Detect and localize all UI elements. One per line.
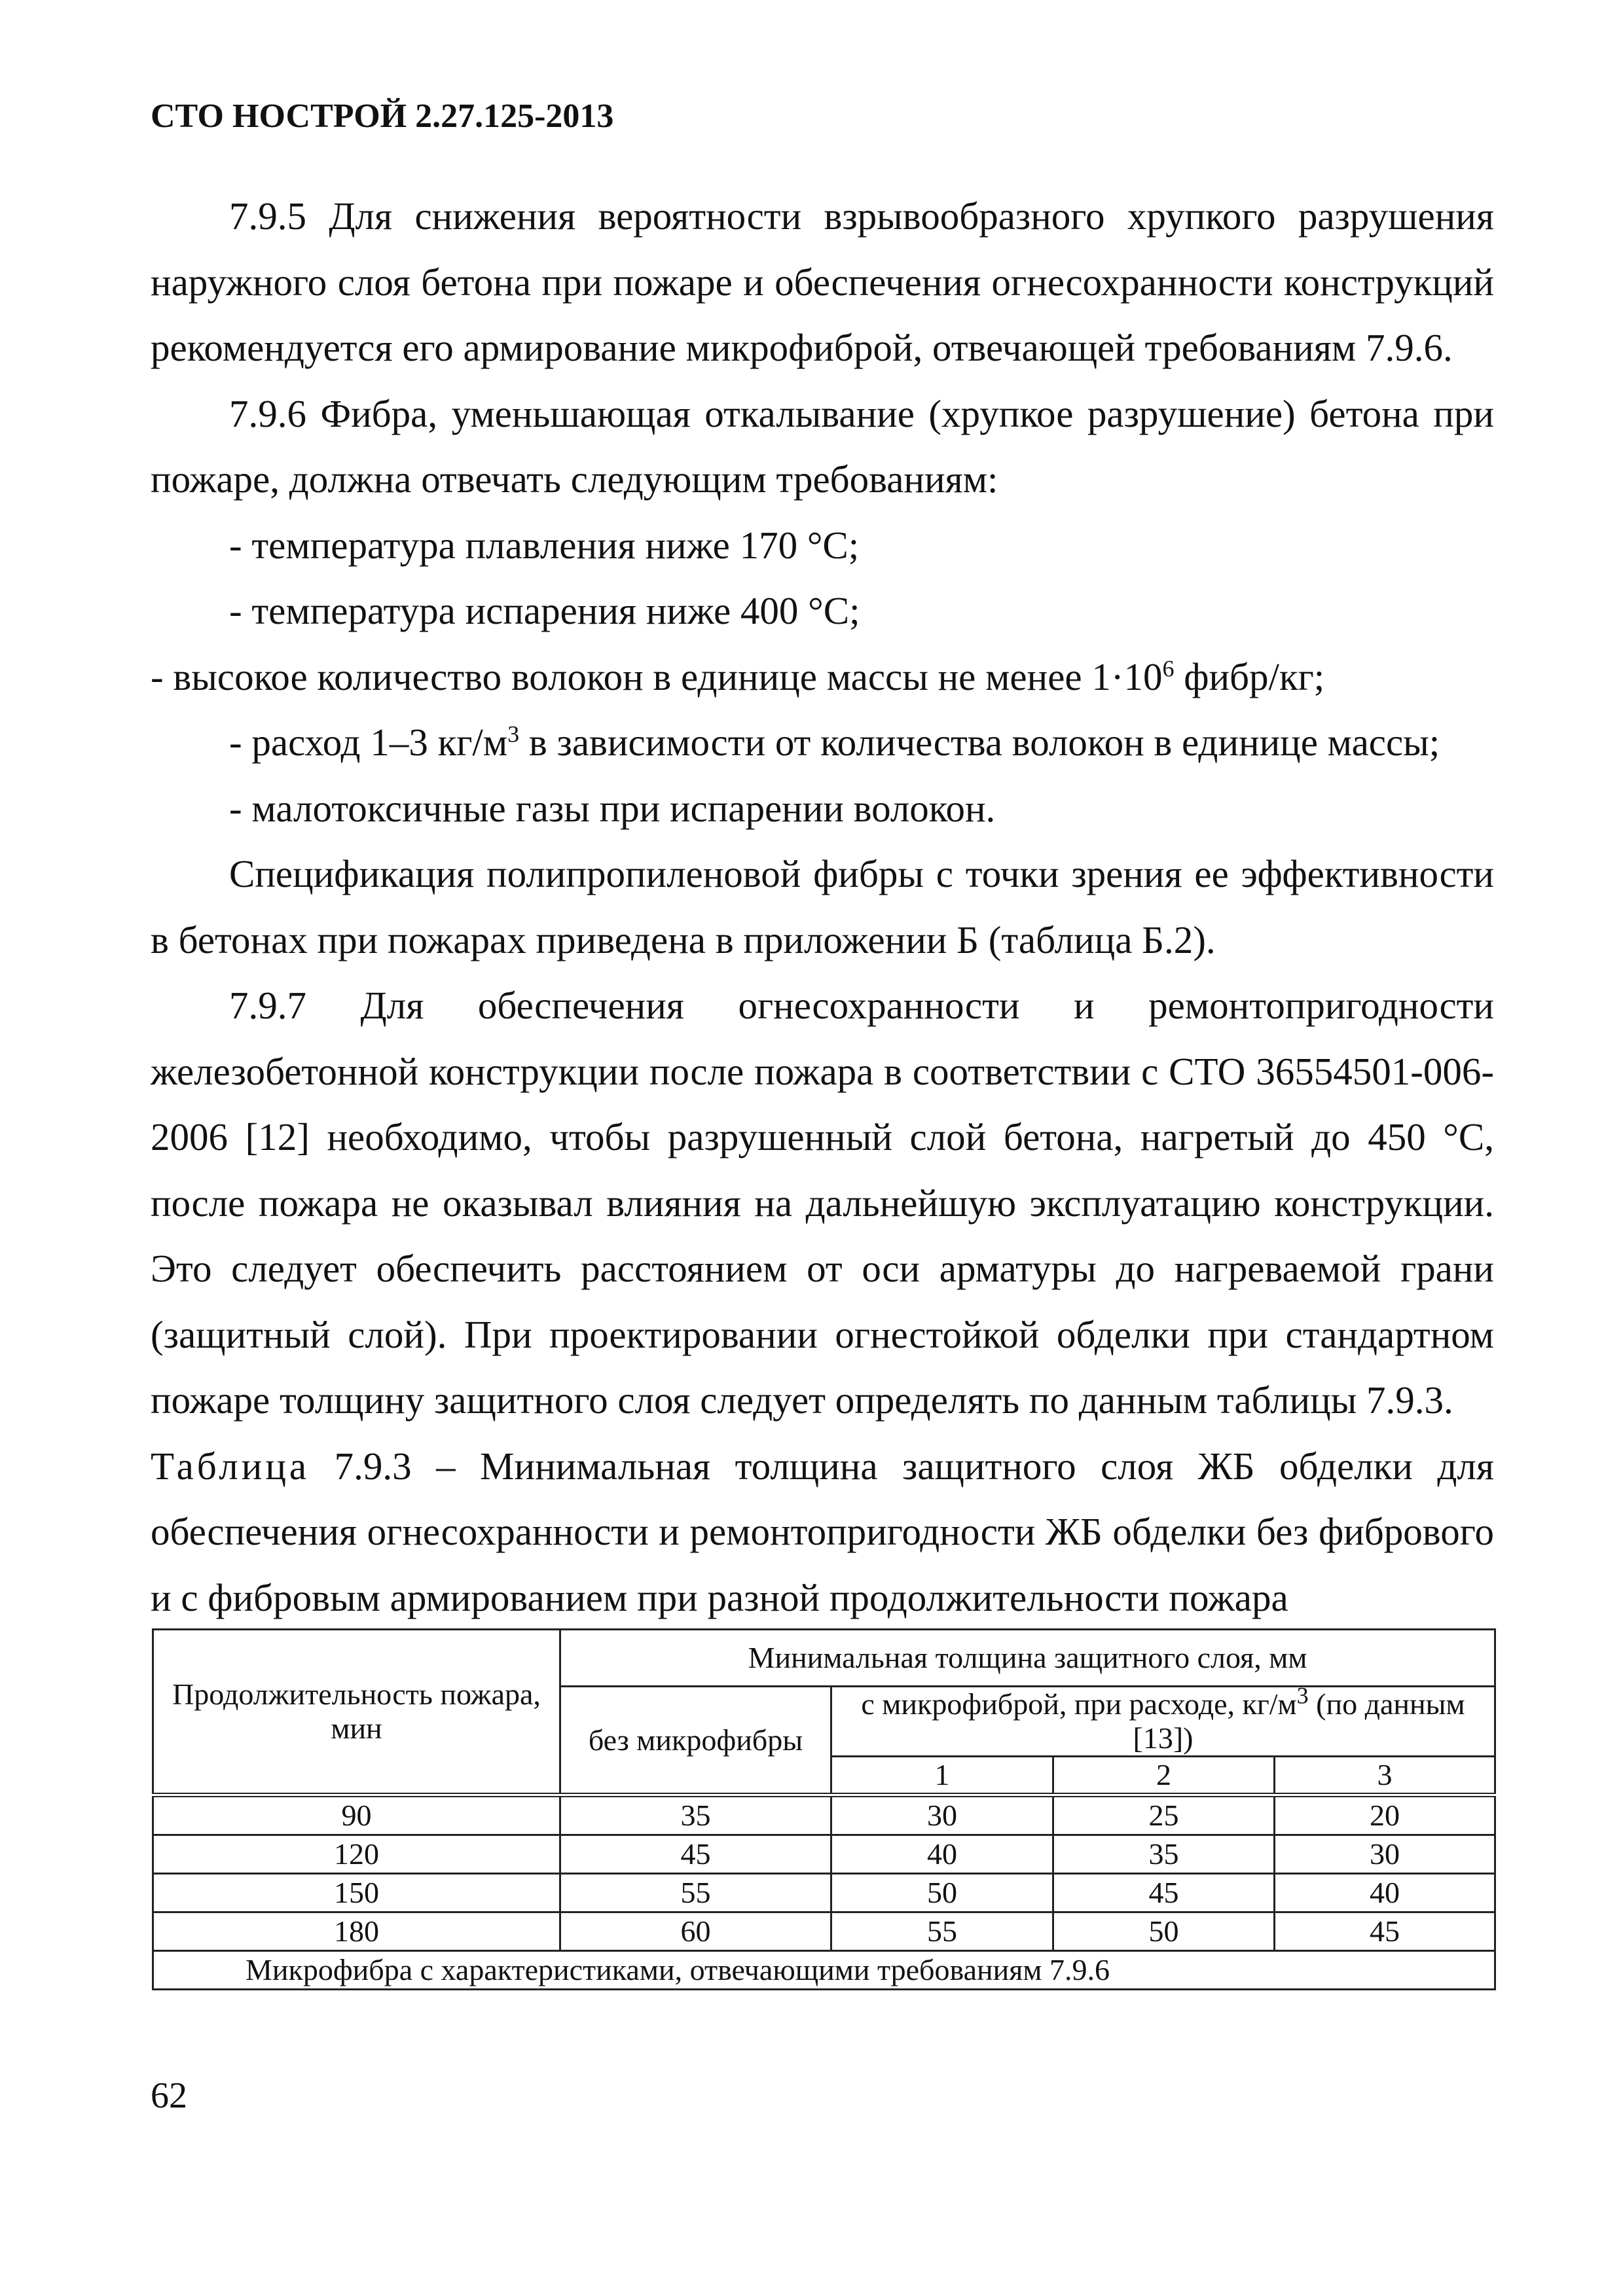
header-consumption-1: 1 (831, 1757, 1053, 1795)
cell-fiber-3: 20 (1275, 1795, 1495, 1835)
requirement-consumption-exponent: 3 (507, 721, 520, 747)
header-with-fiber-text: с микрофиброй, при расходе, кг/м (861, 1687, 1297, 1721)
table-note: Микрофибра с характеристиками, отвечающими требованиям 7.9.6 (153, 1951, 1495, 1990)
cell-fiber-3: 45 (1275, 1912, 1495, 1951)
cell-fiber-3: 30 (1275, 1835, 1495, 1874)
cell-fiber-2: 45 (1053, 1874, 1275, 1912)
cell-fiber-2: 50 (1053, 1912, 1275, 1951)
requirement-fiber-count-unit: фибр/кг; (1174, 655, 1325, 698)
requirement-fiber-count (151, 644, 1494, 710)
requirement-consumption-text: - расход 1–3 кг/м (229, 721, 508, 764)
paragraph-7-9-7: 7.9.7 Для обеспечения огнесохранности и ремонтопригодности железобетонной конструкции после пожара в соответствии с СТО 36554501-006-2006 [12] необходимо, чтобы разрушенный слой бетона, нагретый до 450 °С, после пожара не оказывал влияния на дальнейшую эксплуатацию конструкции. Это следует обеспечить расстоянием от оси арматуры до нагреваемой грани (защитный слой). При проектировании огнестойкой обделки при стандартном пожаре толщину защитного слоя следует определять по данным таблицы 7.9.3. (151, 984, 1494, 1422)
table-caption (151, 1433, 1494, 1631)
header-consumption-2: 2 (1053, 1757, 1275, 1795)
paragraph-7-9-5: 7.9.5 Для снижения вероятности взрывообразного хрупкого разрушения наружного слоя бетона при пожаре и обеспечения огнесохранности конструкций рекомендуется его армирование микрофиброй, отвечающей требованиям 7.9.6. (151, 194, 1494, 369)
requirement-evaporation-point: - температура испарения ниже 400 °С; (229, 589, 860, 632)
cell-duration: 90 (153, 1795, 560, 1835)
cell-no-fiber: 45 (560, 1835, 831, 1874)
cell-fiber-2: 35 (1053, 1835, 1275, 1874)
cell-fiber-1: 55 (831, 1912, 1053, 1951)
cell-fiber-1: 50 (831, 1874, 1053, 1912)
requirement-low-toxic-gases: - малотоксичные газы при испарении волокон. (229, 786, 996, 830)
paragraph-7-9-6: 7.9.6 Фибра, уменьшающая откалывание (хрупкое разрушение) бетона при пожаре, должна отвечать следующим требованиям: (151, 391, 1494, 501)
cell-fiber-1: 40 (831, 1835, 1053, 1874)
cell-fiber-3: 40 (1275, 1874, 1495, 1912)
cell-no-fiber: 55 (560, 1874, 831, 1912)
requirement-consumption-rest: в зависимости от количества волокон в единице массы; (519, 721, 1440, 764)
header-with-fiber-source: (по данным [13]) (1133, 1687, 1465, 1755)
table-row (153, 1874, 1495, 1912)
requirement-fiber-count-text: - высокое количество волокон в единице массы не менее 1·10 (151, 655, 1163, 698)
table-row (153, 1912, 1495, 1951)
header-min-thickness: Минимальная толщина защитного слоя, мм (560, 1630, 1495, 1687)
document-body (151, 183, 1494, 1630)
cell-duration: 150 (153, 1874, 560, 1912)
header-no-fiber: без микрофибры (560, 1687, 831, 1795)
table-caption-text: 7.9.3 – Минимальная толщина защитного слоя ЖБ обделки для обеспечения огнесохранности и ремонтопригодности ЖБ обделки без фибрового и с фибровым армированием при разной продолжительности пожара (151, 1444, 1494, 1619)
page-number: 62 (151, 2075, 187, 2116)
table-row (153, 1835, 1495, 1874)
requirement-consumption (151, 709, 1494, 776)
header-with-fiber-exponent: 3 (1296, 1682, 1309, 1709)
requirement-melting-point: - температура плавления ниже 170 °С; (229, 523, 860, 567)
cell-no-fiber: 35 (560, 1795, 831, 1835)
cell-no-fiber: 60 (560, 1912, 831, 1951)
cell-duration: 180 (153, 1912, 560, 1951)
header-consumption-3: 3 (1275, 1757, 1495, 1795)
protective-layer-table (152, 1628, 1496, 1990)
header-duration: Продолжительность пожара, мин (153, 1630, 560, 1795)
header-with-fiber (831, 1682, 1495, 1757)
cell-fiber-2: 25 (1053, 1795, 1275, 1835)
table-caption-label: Таблица (151, 1444, 310, 1488)
paragraph-specification: Спецификация полипропиленовой фибры с точки зрения ее эффективности в бетонах при пожарах приведена в приложении Б (таблица Б.2). (151, 852, 1494, 961)
table-row (153, 1795, 1495, 1835)
document-header: СТО НОСТРОЙ 2.27.125-2013 (151, 98, 614, 135)
cell-fiber-1: 30 (831, 1795, 1053, 1835)
cell-duration: 120 (153, 1835, 560, 1874)
requirement-fiber-count-exponent: 6 (1162, 655, 1175, 681)
